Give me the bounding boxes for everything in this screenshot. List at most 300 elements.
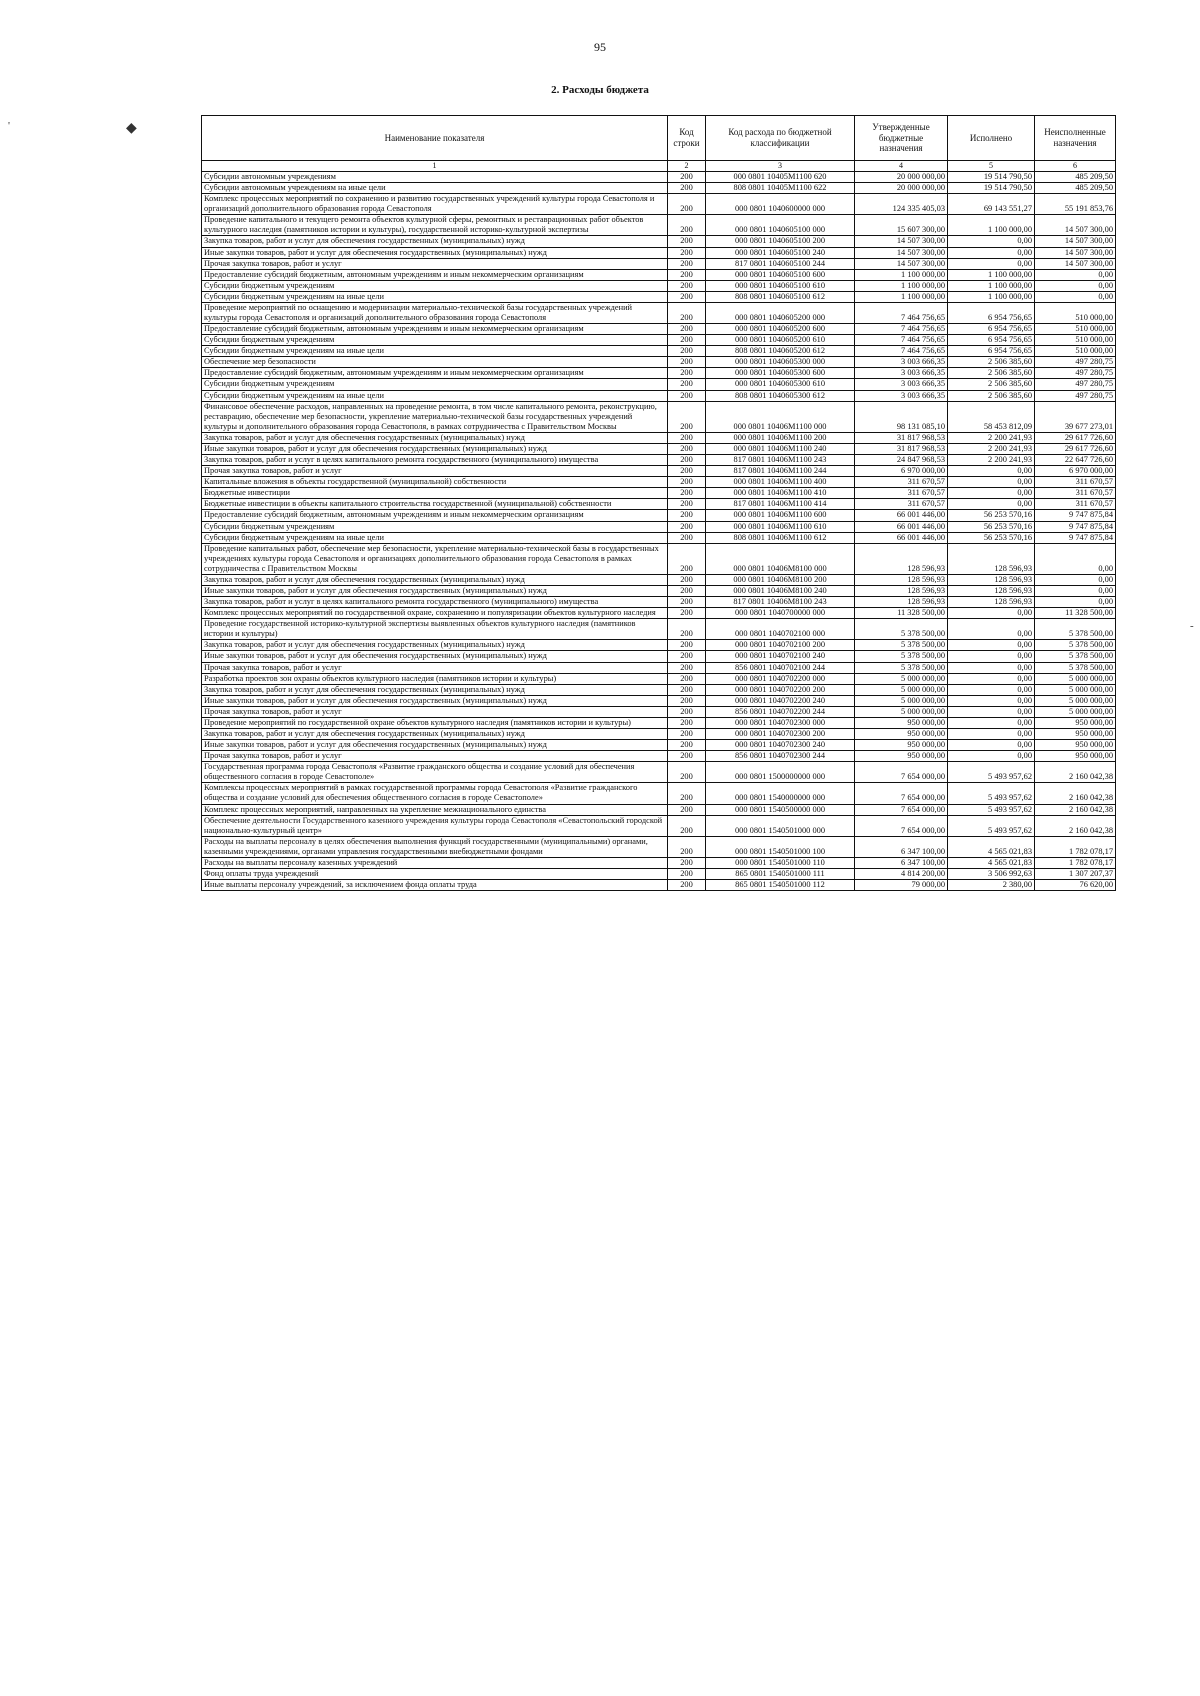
table-row [202,247,1116,258]
row-code: 200 [668,619,706,640]
row-code: 200 [668,836,706,857]
row-approved: 3 003 666,35 [855,390,948,401]
row-kbk: 000 0801 1040605300 000 [706,357,855,368]
row-unexecuted: 950 000,00 [1035,740,1116,751]
table-row [202,236,1116,247]
row-kbk: 000 0801 1040605100 200 [706,236,855,247]
row-code: 200 [668,783,706,804]
row-name: Государственная программа города Севастополя «Развитие гражданского общества и создание условий для обеспечения общественного согласия в городе Севастополе» [202,762,668,783]
row-unexecuted: 11 328 500,00 [1035,608,1116,619]
row-name: Бюджетные инвестиции [202,488,668,499]
row-approved: 20 000 000,00 [855,183,948,194]
row-kbk: 808 0801 10405M1100 622 [706,183,855,194]
row-name: Иные закупки товаров, работ и услуг для обеспечения государственных (муниципальных) нужд [202,651,668,662]
row-code: 200 [668,432,706,443]
row-name: Комплекс процессных мероприятий по сохранению и развитию государственных учреждений культуры города Севастополя и организаций дополнительного образования города Севастополя [202,194,668,215]
row-kbk: 000 0801 1040700000 000 [706,608,855,619]
table-row [202,543,1116,574]
row-name: Прочая закупка товаров, работ и услуг [202,751,668,762]
row-code: 200 [668,346,706,357]
row-executed: 0,00 [948,640,1035,651]
table-row [202,390,1116,401]
row-code: 200 [668,488,706,499]
row-executed: 0,00 [948,247,1035,258]
row-name: Предоставление субсидий бюджетным, автономным учреждениям и иным некоммерческим организациям [202,368,668,379]
row-name: Прочая закупка товаров, работ и услуг [202,258,668,269]
row-approved: 1 100 000,00 [855,280,948,291]
row-approved: 311 670,57 [855,499,948,510]
row-name: Закупка товаров, работ и услуг для обеспечения государственных (муниципальных) нужд [202,236,668,247]
row-executed: 2 506 385,60 [948,357,1035,368]
row-unexecuted: 5 378 500,00 [1035,619,1116,640]
row-unexecuted: 6 970 000,00 [1035,466,1116,477]
row-approved: 128 596,93 [855,543,948,574]
row-code: 200 [668,258,706,269]
row-unexecuted: 311 670,57 [1035,488,1116,499]
row-approved: 950 000,00 [855,751,948,762]
row-name: Фонд оплаты труда учреждений [202,869,668,880]
row-approved: 5 378 500,00 [855,619,948,640]
row-executed: 0,00 [948,706,1035,717]
table-row [202,466,1116,477]
table-row [202,432,1116,443]
table-row [202,706,1116,717]
row-approved: 7 464 756,65 [855,346,948,357]
row-unexecuted: 485 209,50 [1035,172,1116,183]
row-executed: 0,00 [948,466,1035,477]
row-executed: 0,00 [948,608,1035,619]
scan-mark: ' [8,120,10,132]
row-kbk: 000 0801 1540501000 100 [706,836,855,857]
row-name: Комплекс процессных мероприятий по государственной охране, сохранению и популяризации объектов культурного наследия [202,608,668,619]
row-kbk: 000 0801 1040702100 240 [706,651,855,662]
row-name: Закупка товаров, работ и услуг для обеспечения государственных (муниципальных) нужд [202,728,668,739]
table-row [202,783,1116,804]
row-approved: 128 596,93 [855,585,948,596]
row-kbk: 000 0801 1540000000 000 [706,783,855,804]
row-code: 200 [668,247,706,258]
table-row [202,455,1116,466]
row-name: Закупка товаров, работ и услуг для обеспечения государственных (муниципальных) нужд [202,640,668,651]
row-kbk: 865 0801 1540501000 111 [706,869,855,880]
row-unexecuted: 0,00 [1035,597,1116,608]
row-code: 200 [668,740,706,751]
row-executed: 0,00 [948,258,1035,269]
row-approved: 5 000 000,00 [855,695,948,706]
header-kbk: Код расхода по бюджетной классификации [706,116,855,161]
row-name: Обеспечение мер безопасности [202,357,668,368]
table-row [202,477,1116,488]
table-row [202,751,1116,762]
row-approved: 6 347 100,00 [855,836,948,857]
row-unexecuted: 5 000 000,00 [1035,684,1116,695]
row-approved: 24 847 968,53 [855,455,948,466]
row-kbk: 856 0801 1040702100 244 [706,662,855,673]
row-code: 200 [668,477,706,488]
row-unexecuted: 9 747 875,84 [1035,510,1116,521]
row-name: Предоставление субсидий бюджетным, автономным учреждениям и иным некоммерческим организациям [202,510,668,521]
row-name: Иные выплаты персоналу учреждений, за исключением фонда оплаты труда [202,880,668,891]
row-name: Субсидии бюджетным учреждениям на иные цели [202,532,668,543]
row-unexecuted: 0,00 [1035,291,1116,302]
row-unexecuted: 5 378 500,00 [1035,662,1116,673]
row-approved: 6 347 100,00 [855,857,948,868]
row-code: 200 [668,269,706,280]
table-row [202,368,1116,379]
row-kbk: 000 0801 1040605200 610 [706,335,855,346]
row-executed: 128 596,93 [948,585,1035,596]
row-code: 200 [668,684,706,695]
row-executed: 19 514 790,50 [948,183,1035,194]
row-unexecuted: 9 747 875,84 [1035,532,1116,543]
row-kbk: 865 0801 1540501000 112 [706,880,855,891]
row-unexecuted: 311 670,57 [1035,477,1116,488]
row-unexecuted: 5 378 500,00 [1035,651,1116,662]
row-approved: 11 328 500,00 [855,608,948,619]
row-code: 200 [668,236,706,247]
row-approved: 3 003 666,35 [855,357,948,368]
row-approved: 1 100 000,00 [855,269,948,280]
row-approved: 5 378 500,00 [855,662,948,673]
row-approved: 66 001 446,00 [855,510,948,521]
column-number: 4 [855,161,948,172]
table-body [202,172,1116,891]
row-executed: 5 493 957,62 [948,783,1035,804]
row-kbk: 000 0801 10406M1100 410 [706,488,855,499]
row-executed: 3 506 992,63 [948,869,1035,880]
table-row [202,302,1116,323]
row-kbk: 808 0801 1040605100 612 [706,291,855,302]
row-kbk: 808 0801 10406M1100 612 [706,532,855,543]
row-kbk: 000 0801 1040600000 000 [706,194,855,215]
row-approved: 3 003 666,35 [855,368,948,379]
row-code: 200 [668,651,706,662]
row-code: 200 [668,280,706,291]
row-unexecuted: 510 000,00 [1035,346,1116,357]
table-row [202,194,1116,215]
row-executed: 128 596,93 [948,574,1035,585]
table-row [202,521,1116,532]
row-executed: 4 565 021,83 [948,857,1035,868]
row-approved: 15 607 300,00 [855,215,948,236]
table-row [202,324,1116,335]
row-code: 200 [668,804,706,815]
row-code: 200 [668,662,706,673]
row-unexecuted: 76 620,00 [1035,880,1116,891]
table-row [202,499,1116,510]
row-executed: 1 100 000,00 [948,280,1035,291]
table-row [202,804,1116,815]
row-approved: 79 000,00 [855,880,948,891]
row-executed: 0,00 [948,717,1035,728]
table-row [202,836,1116,857]
row-name: Закупка товаров, работ и услуг для обеспечения государственных (муниципальных) нужд [202,574,668,585]
header-unexecuted: Неисполненные назначения [1035,116,1116,161]
row-kbk: 000 0801 1040605100 000 [706,215,855,236]
row-executed: 56 253 570,16 [948,510,1035,521]
row-code: 200 [668,640,706,651]
row-approved: 14 507 300,00 [855,258,948,269]
row-executed: 2 380,00 [948,880,1035,891]
row-unexecuted: 2 160 042,38 [1035,804,1116,815]
row-code: 200 [668,324,706,335]
row-kbk: 000 0801 1040702100 200 [706,640,855,651]
header-code: Код строки [668,116,706,161]
row-code: 200 [668,401,706,432]
row-unexecuted: 5 378 500,00 [1035,640,1116,651]
row-executed: 5 493 957,62 [948,815,1035,836]
table-row [202,488,1116,499]
row-unexecuted: 14 507 300,00 [1035,258,1116,269]
header-name: Наименование показателя [202,116,668,161]
row-approved: 7 464 756,65 [855,302,948,323]
row-code: 200 [668,215,706,236]
row-kbk: 000 0801 10406M1100 600 [706,510,855,521]
row-name: Проведение государственной историко-культурной экспертизы выявленных объектов культурного наследия (памятников истории и культуры) [202,619,668,640]
row-approved: 14 507 300,00 [855,236,948,247]
column-number: 1 [202,161,668,172]
row-unexecuted: 950 000,00 [1035,751,1116,762]
row-approved: 124 335 405,03 [855,194,948,215]
table-row [202,183,1116,194]
row-kbk: 000 0801 1040702300 000 [706,717,855,728]
row-executed: 6 954 756,65 [948,335,1035,346]
row-code: 200 [668,455,706,466]
table-row [202,401,1116,432]
row-name: Предоставление субсидий бюджетным, автономным учреждениям и иным некоммерческим организациям [202,324,668,335]
table-row [202,258,1116,269]
row-kbk: 817 0801 10406M8100 243 [706,597,855,608]
row-executed: 6 954 756,65 [948,324,1035,335]
row-name: Закупка товаров, работ и услуг в целях капитального ремонта государственного (муниципального) имущества [202,455,668,466]
row-unexecuted: 510 000,00 [1035,324,1116,335]
row-code: 200 [668,368,706,379]
row-approved: 950 000,00 [855,728,948,739]
row-executed: 0,00 [948,728,1035,739]
row-unexecuted: 0,00 [1035,543,1116,574]
row-approved: 7 654 000,00 [855,804,948,815]
row-code: 200 [668,357,706,368]
row-unexecuted: 497 280,75 [1035,379,1116,390]
row-kbk: 000 0801 1540500000 000 [706,804,855,815]
row-code: 200 [668,585,706,596]
row-kbk: 817 0801 10406M1100 243 [706,455,855,466]
row-executed: 56 253 570,16 [948,521,1035,532]
row-kbk: 000 0801 1040605300 610 [706,379,855,390]
row-approved: 98 131 085,10 [855,401,948,432]
row-kbk: 817 0801 10406M1100 414 [706,499,855,510]
table-row [202,619,1116,640]
row-kbk: 000 0801 1040605300 600 [706,368,855,379]
row-executed: 69 143 551,27 [948,194,1035,215]
row-kbk: 000 0801 1040605100 600 [706,269,855,280]
row-executed: 0,00 [948,673,1035,684]
row-name: Проведение мероприятий по оснащению и модернизации материально-технической базы государственных учреждений культуры города Севастополя и организаций дополнительного образования города Севастополя [202,302,668,323]
row-unexecuted: 510 000,00 [1035,335,1116,346]
row-name: Прочая закупка товаров, работ и услуг [202,466,668,477]
table-row [202,532,1116,543]
budget-expenses-table [201,115,1116,891]
row-kbk: 817 0801 1040605100 244 [706,258,855,269]
row-name: Прочая закупка товаров, работ и услуг [202,662,668,673]
row-name: Субсидии бюджетным учреждениям [202,280,668,291]
row-unexecuted: 0,00 [1035,574,1116,585]
row-executed: 0,00 [948,740,1035,751]
row-approved: 950 000,00 [855,740,948,751]
row-kbk: 817 0801 10406M1100 244 [706,466,855,477]
row-unexecuted: 311 670,57 [1035,499,1116,510]
row-kbk: 000 0801 10406M8100 000 [706,543,855,574]
row-kbk: 000 0801 10405M1100 620 [706,172,855,183]
row-executed: 2 506 385,60 [948,379,1035,390]
row-name: Закупка товаров, работ и услуг для обеспечения государственных (муниципальных) нужд [202,684,668,695]
row-code: 200 [668,172,706,183]
row-approved: 7 654 000,00 [855,762,948,783]
row-executed: 1 100 000,00 [948,291,1035,302]
row-executed: 5 493 957,62 [948,762,1035,783]
row-kbk: 000 0801 10406M8100 200 [706,574,855,585]
row-kbk: 000 0801 1040605200 600 [706,324,855,335]
table-row [202,280,1116,291]
row-unexecuted: 5 000 000,00 [1035,706,1116,717]
row-executed: 0,00 [948,477,1035,488]
row-unexecuted: 22 647 726,60 [1035,455,1116,466]
row-name: Разработка проектов зон охраны объектов культурного наследия (памятников истории и культуры) [202,673,668,684]
row-executed: 0,00 [948,684,1035,695]
table-row [202,510,1116,521]
page-number: 95 [594,40,606,54]
row-kbk: 000 0801 10406M1100 610 [706,521,855,532]
row-name: Иные закупки товаров, работ и услуг для обеспечения государственных (муниципальных) нужд [202,247,668,258]
table-row [202,880,1116,891]
row-kbk: 856 0801 1040702200 244 [706,706,855,717]
row-approved: 3 003 666,35 [855,379,948,390]
table-row [202,762,1116,783]
row-code: 200 [668,532,706,543]
row-unexecuted: 485 209,50 [1035,183,1116,194]
row-name: Комплекс процессных мероприятий, направленных на укрепление межнационального единства [202,804,668,815]
row-code: 200 [668,762,706,783]
row-kbk: 000 0801 1040605100 610 [706,280,855,291]
row-approved: 31 817 968,53 [855,432,948,443]
row-unexecuted: 29 617 726,60 [1035,443,1116,454]
table-row [202,379,1116,390]
row-code: 200 [668,574,706,585]
row-code: 200 [668,510,706,521]
row-executed: 0,00 [948,619,1035,640]
table-row [202,172,1116,183]
row-name: Проведение мероприятий по государственной охране объектов культурного наследия (памятников истории и культуры) [202,717,668,728]
row-executed: 6 954 756,65 [948,346,1035,357]
row-name: Иные закупки товаров, работ и услуг для обеспечения государственных (муниципальных) нужд [202,740,668,751]
row-code: 200 [668,466,706,477]
row-code: 200 [668,695,706,706]
row-name: Прочая закупка товаров, работ и услуг [202,706,668,717]
row-executed: 6 954 756,65 [948,302,1035,323]
row-code: 200 [668,706,706,717]
row-kbk: 000 0801 1540501000 110 [706,857,855,868]
header-approved: Утвержденные бюджетные назначения [855,116,948,161]
row-executed: 58 453 812,09 [948,401,1035,432]
row-approved: 4 814 200,00 [855,869,948,880]
row-name: Проведение капитальных работ, обеспечение мер безопасности, укрепление материально-технической базы в государственных учреждениях культуры города Севастополя и организациях дополнительного образования города Севастополя в рамках сотрудничества с Правительством Москвы [202,543,668,574]
row-name: Субсидии автономным учреждениям [202,172,668,183]
row-kbk: 000 0801 10406M1100 240 [706,443,855,454]
row-unexecuted: 950 000,00 [1035,717,1116,728]
row-unexecuted: 29 617 726,60 [1035,432,1116,443]
column-number: 3 [706,161,855,172]
row-name: Субсидии бюджетным учреждениям на иные цели [202,390,668,401]
table-row [202,740,1116,751]
column-number: 6 [1035,161,1116,172]
row-kbk: 000 0801 1040702200 200 [706,684,855,695]
row-code: 200 [668,443,706,454]
row-name: Иные закупки товаров, работ и услуг для обеспечения государственных (муниципальных) нужд [202,585,668,596]
table-row [202,857,1116,868]
row-unexecuted: 5 000 000,00 [1035,673,1116,684]
row-unexecuted: 0,00 [1035,269,1116,280]
row-kbk: 000 0801 1040605100 240 [706,247,855,258]
row-approved: 1 100 000,00 [855,291,948,302]
row-kbk: 000 0801 10406M1100 000 [706,401,855,432]
row-approved: 950 000,00 [855,717,948,728]
scan-mark: ◆ [126,121,137,136]
row-kbk: 000 0801 1040702200 000 [706,673,855,684]
row-name: Финансовое обеспечение расходов, направленных на проведение ремонта, в том числе капитального ремонта, реконструкцию, реставрацию, обеспечение мер безопасности, укрепление материально-технической базы государственных учреждений культуры и дополнительного образования города Севастополя, в рамках сотрудничества с Правительством Москвы [202,401,668,432]
row-executed: 19 514 790,50 [948,172,1035,183]
row-name: Расходы на выплаты персоналу казенных учреждений [202,857,668,868]
table-row [202,684,1116,695]
row-executed: 0,00 [948,499,1035,510]
row-code: 200 [668,194,706,215]
row-approved: 5 378 500,00 [855,640,948,651]
row-approved: 5 000 000,00 [855,706,948,717]
row-approved: 128 596,93 [855,574,948,585]
row-executed: 2 200 241,93 [948,443,1035,454]
row-approved: 14 507 300,00 [855,247,948,258]
row-code: 200 [668,302,706,323]
row-kbk: 000 0801 1040605200 000 [706,302,855,323]
row-executed: 2 506 385,60 [948,390,1035,401]
row-kbk: 856 0801 1040702300 244 [706,751,855,762]
row-unexecuted: 2 160 042,38 [1035,783,1116,804]
row-approved: 66 001 446,00 [855,532,948,543]
row-unexecuted: 14 507 300,00 [1035,247,1116,258]
row-kbk: 000 0801 1040702300 240 [706,740,855,751]
row-executed: 5 493 957,62 [948,804,1035,815]
scan-mark: - [1190,620,1194,632]
table-row [202,869,1116,880]
row-name: Субсидии бюджетным учреждениям на иные цели [202,346,668,357]
row-name: Расходы на выплаты персоналу в целях обеспечения выполнения функций государственными (муниципальными) органами, казенными учреждениями, органами управления государственными внебюджетными фондами [202,836,668,857]
row-code: 200 [668,521,706,532]
row-approved: 66 001 446,00 [855,521,948,532]
row-approved: 311 670,57 [855,477,948,488]
table-row [202,662,1116,673]
row-executed: 1 100 000,00 [948,215,1035,236]
table-row [202,608,1116,619]
row-executed: 0,00 [948,662,1035,673]
row-code: 200 [668,728,706,739]
row-name: Обеспечение деятельности Государственного казенного учреждения культуры города Севастополя «Севастопольский городской национально-культурный центр» [202,815,668,836]
row-kbk: 000 0801 10406M1100 200 [706,432,855,443]
row-code: 200 [668,335,706,346]
column-number: 2 [668,161,706,172]
row-code: 200 [668,379,706,390]
row-executed: 2 200 241,93 [948,455,1035,466]
row-approved: 5 000 000,00 [855,684,948,695]
row-executed: 0,00 [948,651,1035,662]
